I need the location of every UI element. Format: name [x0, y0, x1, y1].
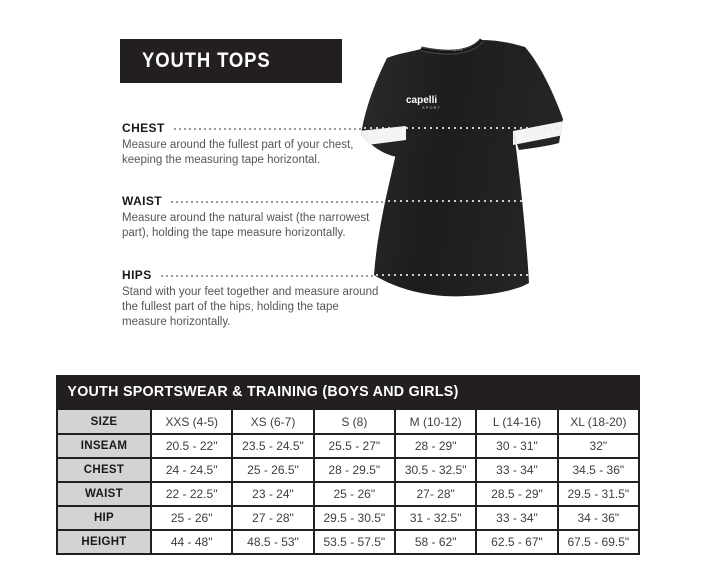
- chest-s: 28 - 29.5": [314, 458, 395, 482]
- hip-row: [57, 506, 639, 530]
- size-header-row: [57, 409, 639, 434]
- height-l: 62.5 - 67": [476, 530, 557, 554]
- inseam-s: 25.5 - 27": [314, 434, 395, 458]
- youth-tops-header-box: [120, 39, 342, 83]
- hip-xs: 27 - 28": [232, 506, 313, 530]
- waist-description: Measure around the natural waist (the narrowest part), holding the tape measure horizontally.: [122, 212, 370, 239]
- hips-description: Stand with your feet together and measure around the fullest part of the hips, holding the tape measure horizontally.: [122, 286, 379, 328]
- waist-xl: 29.5 - 31.5": [558, 482, 639, 506]
- hip-s: 29.5 - 30.5": [314, 506, 395, 530]
- inseam-m: 28 - 29": [395, 434, 476, 458]
- chest-description: Measure around the fullest part of your chest, keeping the measuring tape horizontal.: [122, 139, 354, 166]
- hip-xxs: 25 - 26": [151, 506, 232, 530]
- tshirt-body-shape: [361, 40, 563, 296]
- size-chart-table: [56, 408, 640, 555]
- tshirt-illustration: [358, 24, 568, 300]
- height-xl: 67.5 - 69.5": [558, 530, 639, 554]
- chest-xl: 34.5 - 36": [558, 458, 639, 482]
- chest-m: 30.5 - 32.5": [395, 458, 476, 482]
- hip-l: 33 - 34": [476, 506, 557, 530]
- inseam-l: 30 - 31": [476, 434, 557, 458]
- inseam-row: [57, 434, 639, 458]
- chest-l: 33 - 34": [476, 458, 557, 482]
- height-row-label: HEIGHT: [57, 530, 151, 554]
- height-m: 58 - 62": [395, 530, 476, 554]
- column-header-s: S (8): [314, 409, 395, 434]
- waist-label: WAIST: [122, 194, 162, 208]
- chest-xxs: 24 - 24.5": [151, 458, 232, 482]
- height-s: 53.5 - 57.5": [314, 530, 395, 554]
- column-header-l: L (14-16): [476, 409, 557, 434]
- size-column-header: SIZE: [57, 409, 151, 434]
- waist-m: 27- 28": [395, 482, 476, 506]
- hips-label: HIPS: [122, 268, 152, 282]
- chest-xs: 25 - 26.5": [232, 458, 313, 482]
- chest-row-label: CHEST: [57, 458, 151, 482]
- height-row: [57, 530, 639, 554]
- waist-row-table: [57, 482, 639, 506]
- inseam-xl: 32": [558, 434, 639, 458]
- waist-xxs: 22 - 22.5": [151, 482, 232, 506]
- hip-row-label: HIP: [57, 506, 151, 530]
- inseam-xxs: 20.5 - 22": [151, 434, 232, 458]
- column-header-xl: XL (18-20): [558, 409, 639, 434]
- waist-row-label: WAIST: [57, 482, 151, 506]
- inseam-xs: 23.5 - 24.5": [232, 434, 313, 458]
- inseam-row-label: INSEAM: [57, 434, 151, 458]
- height-xxs: 44 - 48": [151, 530, 232, 554]
- column-header-xs: XS (6-7): [232, 409, 313, 434]
- hip-xl: 34 - 36": [558, 506, 639, 530]
- collar-brand-tag: capelli: [451, 47, 463, 52]
- height-xs: 48.5 - 53": [232, 530, 313, 554]
- waist-xs: 23 - 24": [232, 482, 313, 506]
- size-chart-title: YOUTH SPORTSWEAR & TRAINING (BOYS AND GIRLS): [67, 383, 459, 400]
- capelli-logo: capelli: [406, 95, 438, 106]
- waist-s: 25 - 26": [314, 482, 395, 506]
- waist-l: 28.5 - 29": [476, 482, 557, 506]
- column-header-xxs: XXS (4-5): [151, 409, 232, 434]
- hip-m: 31 - 32.5": [395, 506, 476, 530]
- size-chart-header-bar: [56, 375, 640, 408]
- youth-tops-title: YOUTH TOPS: [142, 49, 271, 72]
- chest-label: CHEST: [122, 121, 165, 135]
- column-header-m: M (10-12): [395, 409, 476, 434]
- capelli-logo-subtitle: SPORT: [422, 106, 442, 110]
- chest-row: [57, 458, 639, 482]
